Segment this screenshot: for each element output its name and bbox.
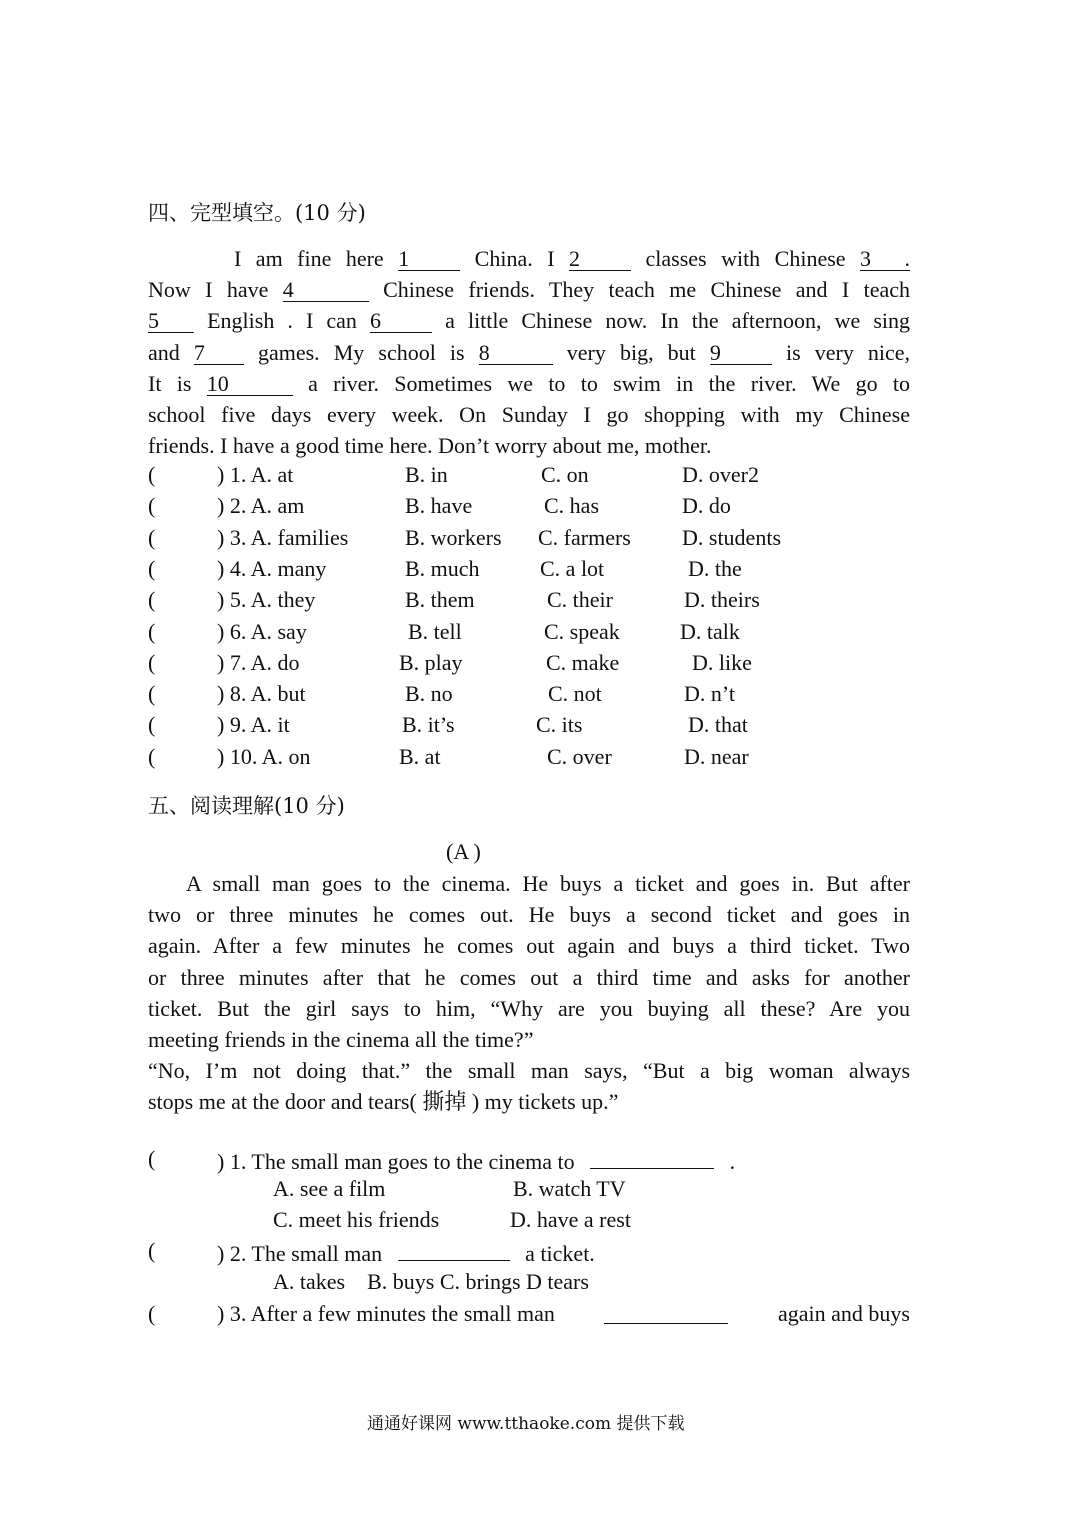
cloze-question-6-option-a: ) 6. A. say: [217, 618, 307, 644]
reading-q1-paren: (: [148, 1146, 156, 1171]
cloze-question-1-option-a: ) 1. A. at: [217, 462, 294, 487]
cloze-question-3-option-d: D. students: [682, 524, 781, 550]
cloze-question-8-option-d: D. n’t: [684, 681, 735, 707]
reading-line: stops me at the door and tears( 撕掉 ) my tickets up.”: [148, 1089, 619, 1115]
blank-8: 8: [479, 341, 553, 365]
cloze-question-6-option-b: B. tell: [408, 618, 462, 644]
blank-5: 5: [148, 309, 194, 333]
cloze-question-7-option-b: B. play: [399, 649, 463, 675]
answer-paren: (: [148, 681, 156, 707]
cloze-question-10-option-d: D. near: [684, 743, 749, 769]
cloze-question-9-option-d: D. that: [688, 712, 748, 738]
cloze-question-5-option-c: C. their: [547, 587, 613, 613]
answer-paren: (: [148, 462, 156, 487]
passage-label: (A ): [446, 839, 481, 864]
cloze-question-2-option-c: C. has: [544, 493, 599, 519]
reading-q2: ) 2. The small man a ticket.: [217, 1238, 595, 1267]
cloze-line-1: I am fine here 1 China. I 2 classes with Chinese 3 .: [234, 246, 911, 271]
answer-paren: (: [148, 587, 156, 613]
blank-1: 1: [398, 247, 460, 271]
answer-paren: (: [148, 743, 156, 769]
page-footer: 通通好课网 www.tthaoke.com 提供下载: [367, 1414, 685, 1434]
q1-option-a: A. see a film: [273, 1176, 386, 1201]
cloze-question-5-option-b: B. them: [405, 587, 475, 613]
answer-blank: [590, 1146, 714, 1169]
cloze-question-4-option-b: B. much: [405, 555, 480, 581]
blank-4: 4: [283, 278, 369, 302]
cloze-question-7-option-a: ) 7. A. do: [217, 649, 300, 675]
reading-q1: ) 1. The small man goes to the cinema to .: [217, 1146, 735, 1175]
reading-line: meeting friends in the cinema all the time?”: [148, 1026, 534, 1052]
reading-line: “No, I’m not doing that.” the small man says, “But a big woman always: [148, 1058, 910, 1084]
cloze-question-8-option-c: C. not: [548, 681, 602, 707]
reading-q3: ) 3. After a few minutes the small man again and buys: [217, 1301, 910, 1326]
cloze-question-7-option-c: C. make: [546, 649, 620, 675]
cloze-question-4-option-a: ) 4. A. many: [217, 555, 327, 581]
cloze-line-3: 5 English . I can 6 a little Chinese now. In the afternoon, we sing: [148, 308, 911, 334]
cloze-question-9-option-c: C. its: [536, 712, 583, 738]
cloze-question-6-option-d: D. talk: [680, 618, 740, 644]
cloze-line-2: Now I have 4 Chinese friends. They teach me Chinese and I teach: [148, 277, 911, 303]
cloze-question-6-option-c: C. speak: [544, 618, 620, 644]
cloze-question-10-option-a: ) 10. A. on: [217, 743, 311, 769]
cloze-passage: [148, 243, 910, 461]
cloze-question-1-option-b: B. in: [405, 462, 448, 487]
answer-paren: (: [148, 524, 156, 550]
cloze-question-8-option-a: ) 8. A. but: [217, 681, 306, 707]
cloze-line-7: friends. I have a good time here. Don’t worry about me, mother.: [148, 433, 712, 459]
blank-9: 9: [710, 341, 772, 365]
reading-q2-paren: (: [148, 1238, 156, 1263]
q1-option-b: B. watch TV: [513, 1176, 626, 1201]
cloze-question-3-option-a: ) 3. A. families: [217, 524, 349, 550]
blank-3: 3 .: [860, 246, 911, 271]
q1-option-c: C. meet his friends: [273, 1207, 440, 1232]
cloze-question-1-option-d: D. over2: [682, 462, 759, 487]
blank-2: 2: [569, 247, 631, 271]
cloze-question-8-option-b: B. no: [405, 681, 453, 707]
cloze-question-9-option-b: B. it’s: [402, 712, 455, 738]
reading-passage: [148, 868, 910, 1118]
cloze-question-7-option-d: D. like: [692, 649, 752, 675]
cloze-question-10-option-b: B. at: [399, 743, 441, 769]
cloze-question-5-option-a: ) 5. A. they: [217, 587, 316, 613]
reading-line: or three minutes after that he comes out a third time and asks for another: [148, 964, 910, 990]
section5-heading: 五、阅读理解(10 分): [148, 794, 345, 818]
answer-paren: (: [148, 618, 156, 644]
section4-heading: 四、完型填空。(10 分): [148, 201, 366, 225]
cloze-question-9-option-a: ) 9. A. it: [217, 712, 290, 738]
answer-paren: (: [148, 712, 156, 738]
cloze-line-5: It is 10 a river. Sometimes we to to swim in the river. We go to: [148, 370, 910, 396]
cloze-question-1-option-c: C. on: [541, 462, 589, 487]
blank-7: 7: [194, 341, 244, 365]
cloze-question-3-option-b: B. workers: [405, 524, 502, 550]
answer-blank: [398, 1238, 510, 1261]
cloze-question-10-option-c: C. over: [547, 743, 612, 769]
cloze-question-2-option-d: D. do: [682, 493, 731, 519]
cloze-question-3-option-c: C. farmers: [538, 524, 631, 550]
blank-6: 6: [370, 309, 432, 333]
cloze-question-2-option-b: B. have: [405, 493, 473, 519]
q2-options: A. takes B. buys C. brings D tears: [273, 1269, 589, 1294]
answer-paren: (: [148, 493, 156, 519]
reading-line: two or three minutes he comes out. He buys a second ticket and goes in: [148, 902, 910, 928]
answer-paren: (: [148, 649, 156, 675]
cloze-line-4: and 7 games. My school is 8 very big, but 9 is very nice,: [148, 339, 911, 365]
reading-line: A small man goes to the cinema. He buys a ticket and goes in. But after: [186, 871, 910, 896]
answer-blank: [604, 1301, 728, 1324]
q1-option-d: D. have a rest: [510, 1207, 631, 1232]
answer-paren: (: [148, 555, 156, 581]
blank-10: 10: [207, 372, 293, 396]
reading-line: ticket. But the girl says to him, “Why are you buying all these? Are you: [148, 995, 910, 1021]
cloze-line-6: school five days every week. On Sunday I go shopping with my Chinese: [148, 401, 910, 427]
cloze-question-2-option-a: ) 2. A. am: [217, 493, 305, 519]
reading-line: again. After a few minutes he comes out again and buys a third ticket. Two: [148, 933, 910, 959]
cloze-question-4-option-d: D. the: [688, 555, 742, 581]
reading-q3-paren: (: [148, 1301, 156, 1326]
cloze-question-5-option-d: D. theirs: [684, 587, 760, 613]
cloze-question-4-option-c: C. a lot: [540, 555, 605, 581]
